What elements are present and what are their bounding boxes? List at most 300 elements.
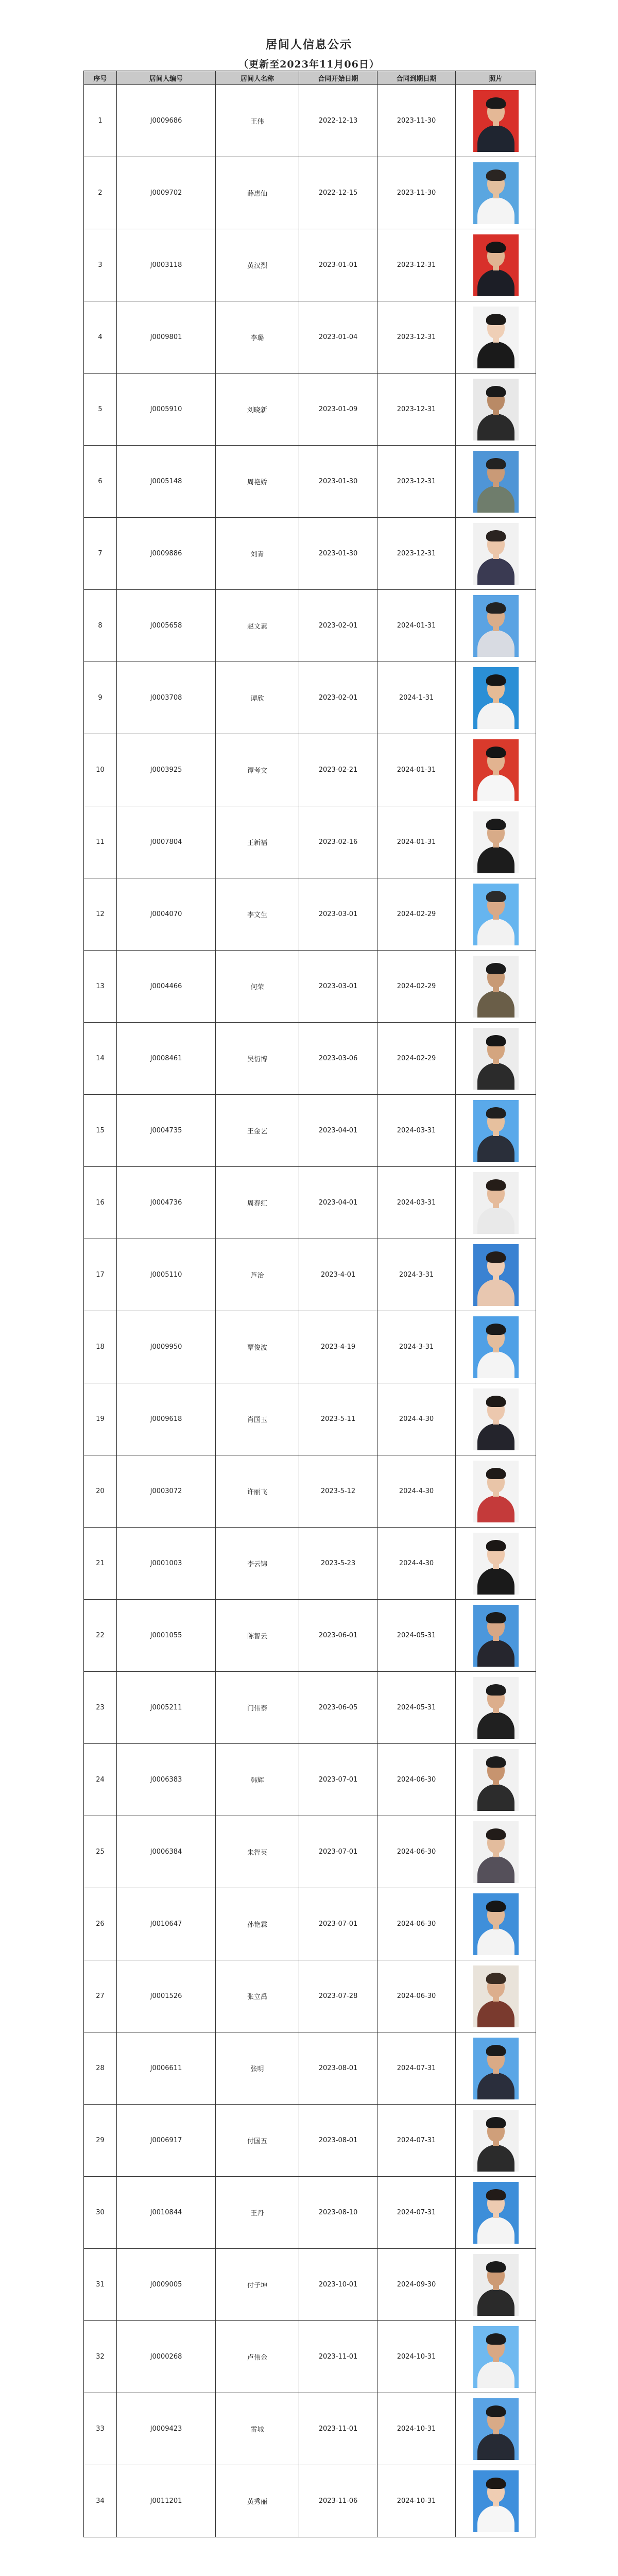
portrait-hair [486,1684,506,1696]
start-date-cell: 2023-4-19 [299,1311,377,1383]
table-row [84,1023,536,1095]
end-date-cell: 2024-06-30 [377,1816,456,1888]
seq-cell: 4 [84,301,117,374]
table-row [84,1239,536,1311]
broker-name-cell: 周春红 [216,1167,299,1239]
portrait-body [477,269,514,296]
end-date-cell: 2024-03-31 [377,1095,456,1167]
seq-cell: 27 [84,1960,117,2032]
broker-id-cell: J0008461 [117,1023,216,1095]
end-date-cell: 2024-02-29 [377,878,456,951]
portrait-photo [473,595,519,657]
photo-cell [456,85,536,157]
seq-cell: 15 [84,1095,117,1167]
table-row [84,878,536,951]
broker-name-cell: 覃俊波 [216,1311,299,1383]
page-title: 居间人信息公示 [265,38,352,52]
portrait-hair [486,2045,506,2056]
broker-name-cell: 卢伟金 [216,2321,299,2393]
portrait-hair [486,242,506,253]
photo-cell [456,2105,536,2177]
start-date-cell: 2022-12-15 [299,157,377,229]
portrait-hair [486,2333,506,2345]
portrait-body [477,1135,514,1162]
table-row [84,1095,536,1167]
portrait-photo [473,90,519,152]
end-date-cell: 2024-01-31 [377,590,456,662]
portrait-hair [486,674,506,686]
broker-id-cell: J0006383 [117,1744,216,1816]
table-row [84,806,536,878]
portrait-body [477,846,514,873]
broker-name-cell: 孙艳霖 [216,1888,299,1960]
header-broker-id: 居间人编号 [117,71,216,85]
portrait-photo [473,2182,519,2244]
seq-cell: 9 [84,662,117,734]
photo-cell [456,662,536,734]
portrait-photo [473,1172,519,1234]
start-date-cell: 2023-04-01 [299,1095,377,1167]
table-row [84,85,536,157]
broker-name-cell: 张立禹 [216,1960,299,2032]
portrait-hair [486,1324,506,1335]
seq-cell: 18 [84,1311,117,1383]
portrait-body [477,414,514,440]
portrait-body [477,2217,514,2244]
start-date-cell: 2023-07-28 [299,1960,377,2032]
end-date-cell: 2024-09-30 [377,2249,456,2321]
portrait-photo [473,2398,519,2460]
table-row [84,1311,536,1383]
broker-name-cell: 韩辉 [216,1744,299,1816]
broker-id-cell: J0009950 [117,1311,216,1383]
start-date-cell: 2023-07-01 [299,1816,377,1888]
portrait-body [477,630,514,657]
portrait-body [477,1423,514,1450]
broker-name-cell: 何荣 [216,951,299,1023]
portrait-hair [486,1035,506,1046]
photo-cell [456,2393,536,2465]
portrait-hair [486,97,506,109]
start-date-cell: 2023-01-30 [299,446,377,518]
end-date-cell: 2023-12-31 [377,518,456,590]
portrait-body [477,2001,514,2027]
broker-id-cell: J0010647 [117,1888,216,1960]
start-date-cell: 2023-01-04 [299,301,377,374]
broker-name-cell: 肖国玉 [216,1383,299,1455]
portrait-body [477,2433,514,2460]
end-date-cell: 2024-10-31 [377,2465,456,2537]
broker-id-cell: J0005658 [117,590,216,662]
seq-cell: 26 [84,1888,117,1960]
portrait-photo [473,2254,519,2316]
broker-name-cell: 李璐 [216,301,299,374]
start-date-cell: 2023-5-23 [299,1528,377,1600]
portrait-body [477,774,514,801]
page-subtitle: （更新至2023年11月06日） [238,59,380,70]
portrait-hair [486,170,506,181]
table-row [84,590,536,662]
seq-cell: 29 [84,2105,117,2177]
start-date-cell: 2023-5-12 [299,1455,377,1528]
table-row [84,157,536,229]
seq-cell: 10 [84,734,117,806]
portrait-body [477,991,514,1018]
seq-cell: 25 [84,1816,117,1888]
seq-cell: 21 [84,1528,117,1600]
table-row [84,1528,536,1600]
portrait-hair [486,2117,506,2128]
photo-cell [456,229,536,301]
broker-name-cell: 王伟 [216,85,299,157]
broker-name-cell: 黄汉烈 [216,229,299,301]
end-date-cell: 2024-02-29 [377,951,456,1023]
portrait-body [477,1640,514,1667]
portrait-hair [486,314,506,325]
start-date-cell: 2023-08-01 [299,2105,377,2177]
photo-cell [456,446,536,518]
portrait-photo [473,379,519,440]
broker-id-cell: J0006611 [117,2032,216,2105]
portrait-photo [473,884,519,945]
portrait-photo [473,739,519,801]
broker-name-cell: 雷城 [216,2393,299,2465]
broker-id-cell: J0003708 [117,662,216,734]
broker-name-cell: 吴衍博 [216,1023,299,1095]
start-date-cell: 2023-11-01 [299,2321,377,2393]
portrait-photo [473,2038,519,2099]
start-date-cell: 2023-03-01 [299,878,377,951]
end-date-cell: 2024-4-30 [377,1383,456,1455]
table-body [84,85,536,2537]
broker-name-cell: 门伟泰 [216,1672,299,1744]
header-seq: 序号 [84,71,117,85]
portrait-hair [486,1396,506,1407]
portrait-hair [486,1828,506,1840]
table-row [84,1383,536,1455]
portrait-hair [486,1901,506,1912]
portrait-body [477,1784,514,1811]
portrait-photo [473,234,519,296]
broker-id-cell: J0009801 [117,301,216,374]
seq-cell: 33 [84,2393,117,2465]
portrait-body [477,919,514,945]
seq-cell: 1 [84,85,117,157]
broker-id-cell: J0005148 [117,446,216,518]
seq-cell: 28 [84,2032,117,2105]
portrait-photo [473,2326,519,2388]
broker-name-cell: 朱智英 [216,1816,299,1888]
broker-name-cell: 赵文素 [216,590,299,662]
start-date-cell: 2023-02-01 [299,662,377,734]
portrait-body [477,2505,514,2532]
table-header-row [84,71,536,85]
table-row [84,1167,536,1239]
portrait-hair [486,1251,506,1263]
broker-name-cell: 谭考文 [216,734,299,806]
end-date-cell: 2024-3-31 [377,1239,456,1311]
portrait-hair [486,2405,506,2417]
photo-cell [456,1816,536,1888]
start-date-cell: 2023-08-10 [299,2177,377,2249]
end-date-cell: 2023-12-31 [377,446,456,518]
table-row [84,2465,536,2537]
seq-cell: 6 [84,446,117,518]
table-row [84,2393,536,2465]
portrait-photo [473,1821,519,1883]
portrait-hair [486,963,506,974]
end-date-cell: 2023-11-30 [377,157,456,229]
seq-cell: 3 [84,229,117,301]
table-row [84,374,536,446]
seq-cell: 5 [84,374,117,446]
broker-id-cell: J0009702 [117,157,216,229]
end-date-cell: 2023-12-31 [377,229,456,301]
broker-name-cell: 黄秀丽 [216,2465,299,2537]
photo-cell [456,1167,536,1239]
photo-cell [456,518,536,590]
portrait-photo [473,1388,519,1450]
photo-cell [456,1960,536,2032]
portrait-photo [473,523,519,585]
photo-cell [456,1455,536,1528]
seq-cell: 16 [84,1167,117,1239]
portrait-body [477,558,514,585]
table-row [84,1455,536,1528]
table-row [84,662,536,734]
start-date-cell: 2023-02-21 [299,734,377,806]
seq-cell: 32 [84,2321,117,2393]
broker-id-cell: J0003118 [117,229,216,301]
portrait-hair [486,386,506,397]
table-row [84,951,536,1023]
photo-cell [456,1383,536,1455]
start-date-cell: 2023-11-01 [299,2393,377,2465]
portrait-body [477,2145,514,2172]
portrait-photo [473,811,519,873]
portrait-photo [473,1677,519,1739]
table-row [84,2032,536,2105]
portrait-photo [473,1749,519,1811]
start-date-cell: 2023-07-01 [299,1744,377,1816]
start-date-cell: 2023-02-01 [299,590,377,662]
portrait-photo [473,1533,519,1595]
photo-cell [456,878,536,951]
photo-cell [456,1744,536,1816]
photo-cell [456,806,536,878]
broker-name-cell: 许丽飞 [216,1455,299,1528]
table-row [84,1960,536,2032]
broker-id-cell: J0010844 [117,2177,216,2249]
table-row [84,301,536,374]
portrait-hair [486,747,506,758]
photo-cell [456,2032,536,2105]
broker-name-cell: 王金艺 [216,1095,299,1167]
start-date-cell: 2023-06-01 [299,1600,377,1672]
photo-cell [456,1023,536,1095]
end-date-cell: 2024-01-31 [377,734,456,806]
broker-name-cell: 张明 [216,2032,299,2105]
broker-id-cell: J0006917 [117,2105,216,2177]
end-date-cell: 2024-01-31 [377,806,456,878]
table-row [84,1744,536,1816]
start-date-cell: 2023-08-01 [299,2032,377,2105]
broker-id-cell: J0009618 [117,1383,216,1455]
end-date-cell: 2024-07-31 [377,2177,456,2249]
portrait-hair [486,819,506,830]
end-date-cell: 2024-05-31 [377,1672,456,1744]
broker-id-cell: J0003072 [117,1455,216,1528]
portrait-body [477,125,514,152]
broker-name-cell: 王丹 [216,2177,299,2249]
broker-id-cell: J0004466 [117,951,216,1023]
broker-name-cell: 陈智云 [216,1600,299,1672]
portrait-hair [486,1179,506,1191]
end-date-cell: 2023-11-30 [377,85,456,157]
broker-id-cell: J0004070 [117,878,216,951]
end-date-cell: 2024-1-31 [377,662,456,734]
broker-id-cell: J0006384 [117,1816,216,1888]
seq-cell: 20 [84,1455,117,1528]
broker-id-cell: J0009005 [117,2249,216,2321]
seq-cell: 13 [84,951,117,1023]
seq-cell: 23 [84,1672,117,1744]
portrait-body [477,486,514,513]
photo-cell [456,1672,536,1744]
table-row [84,2321,536,2393]
portrait-hair [486,1756,506,1768]
start-date-cell: 2023-03-06 [299,1023,377,1095]
portrait-body [477,1207,514,1234]
photo-cell [456,157,536,229]
end-date-cell: 2024-10-31 [377,2393,456,2465]
broker-id-cell: J0005211 [117,1672,216,1744]
portrait-body [477,1496,514,1522]
seq-cell: 24 [84,1744,117,1816]
start-date-cell: 2023-4-01 [299,1239,377,1311]
seq-cell: 11 [84,806,117,878]
broker-name-cell: 周艳娇 [216,446,299,518]
photo-cell [456,1311,536,1383]
broker-id-cell: J0009686 [117,85,216,157]
start-date-cell: 2023-06-05 [299,1672,377,1744]
portrait-body [477,1928,514,1955]
broker-id-cell: J0009423 [117,2393,216,2465]
photo-cell [456,2465,536,2537]
portrait-photo [473,667,519,729]
portrait-body [477,1063,514,1090]
table-row [84,1600,536,1672]
start-date-cell: 2023-01-30 [299,518,377,590]
broker-id-cell: J0004735 [117,1095,216,1167]
start-date-cell: 2023-01-01 [299,229,377,301]
seq-cell: 34 [84,2465,117,2537]
broker-name-cell: 付国五 [216,2105,299,2177]
end-date-cell: 2023-12-31 [377,374,456,446]
broker-id-cell: J0001526 [117,1960,216,2032]
broker-id-cell: J0001003 [117,1528,216,1600]
portrait-photo [473,1965,519,2027]
broker-name-cell: 刘晓新 [216,374,299,446]
start-date-cell: 2023-10-01 [299,2249,377,2321]
broker-id-cell: J0000268 [117,2321,216,2393]
portrait-body [477,197,514,224]
end-date-cell: 2024-02-29 [377,1023,456,1095]
portrait-hair [486,2478,506,2489]
portrait-hair [486,458,506,469]
photo-cell [456,2321,536,2393]
portrait-hair [486,1973,506,1984]
broker-id-cell: J0011201 [117,2465,216,2537]
portrait-photo [473,2470,519,2532]
table-row [84,2249,536,2321]
start-date-cell: 2023-07-01 [299,1888,377,1960]
portrait-hair [486,530,506,541]
start-date-cell: 2023-11-06 [299,2465,377,2537]
broker-name-cell: 谭欣 [216,662,299,734]
header-photo: 照片 [456,71,536,85]
table-row [84,2105,536,2177]
header-broker-name: 居间人名称 [216,71,299,85]
portrait-hair [486,602,506,614]
portrait-hair [486,1540,506,1551]
photo-cell [456,1095,536,1167]
header-end-date: 合同到期日期 [377,71,456,85]
portrait-photo [473,451,519,513]
portrait-photo [473,1316,519,1378]
seq-cell: 31 [84,2249,117,2321]
photo-cell [456,590,536,662]
broker-id-cell: J0005110 [117,1239,216,1311]
seq-cell: 17 [84,1239,117,1311]
table-row [84,734,536,806]
table-row [84,229,536,301]
start-date-cell: 2023-5-11 [299,1383,377,1455]
table-row [84,1672,536,1744]
photo-cell [456,951,536,1023]
portrait-hair [486,2261,506,2273]
start-date-cell: 2022-12-13 [299,85,377,157]
portrait-body [477,1712,514,1739]
photo-cell [456,1888,536,1960]
portrait-photo [473,1461,519,1522]
table-row [84,518,536,590]
seq-cell: 19 [84,1383,117,1455]
seq-cell: 8 [84,590,117,662]
photo-cell [456,2177,536,2249]
portrait-photo [473,1244,519,1306]
portrait-body [477,702,514,729]
broker-name-cell: 李云锦 [216,1528,299,1600]
seq-cell: 22 [84,1600,117,1672]
end-date-cell: 2024-06-30 [377,1960,456,2032]
end-date-cell: 2024-4-30 [377,1455,456,1528]
photo-cell [456,1600,536,1672]
end-date-cell: 2024-06-30 [377,1744,456,1816]
broker-name-cell: 王新福 [216,806,299,878]
broker-id-cell: J0009886 [117,518,216,590]
photo-cell [456,2249,536,2321]
portrait-photo [473,162,519,224]
seq-cell: 2 [84,157,117,229]
portrait-hair [486,2189,506,2200]
portrait-body [477,2289,514,2316]
photo-cell [456,374,536,446]
portrait-hair [486,1612,506,1623]
broker-id-cell: J0004736 [117,1167,216,1239]
broker-name-cell: 刘青 [216,518,299,590]
portrait-photo [473,1605,519,1667]
